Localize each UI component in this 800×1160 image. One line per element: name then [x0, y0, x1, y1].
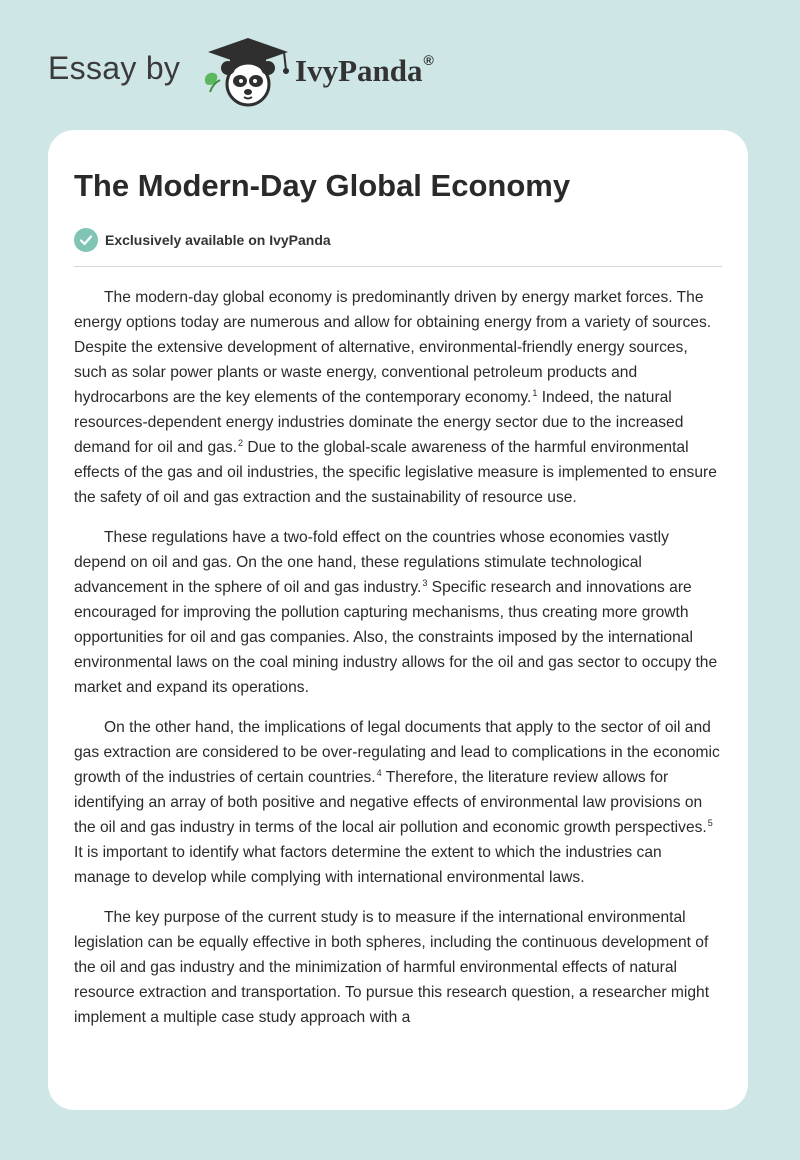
paragraph-text: Indeed, the natural resources-dependent energy industries dominate the energy sector due to the increased demand for oil and gas. [74, 389, 684, 456]
registered-mark: ® [423, 52, 434, 68]
paragraph-text: On the other hand, the implications of legal documents that apply to the sector of oil and gas extraction are considered to be over-regulating and lead to complications in the economic growth of the industries of certain countries. [74, 719, 720, 786]
paragraph-text: The key purpose of the current study is to measure if the international environmental legislation can be equally effective in both spheres, including the continuous development of the oil and gas industry and the minimization of harmful environmental effects of natural resource extraction and transportation. To pursue this research question, a researcher might implement a multiple case study approach with a [74, 909, 710, 1026]
footnote-marker[interactable]: 3 [422, 578, 428, 588]
check-circle-icon [74, 228, 98, 252]
exclusive-label: Exclusively available on IvyPanda [105, 232, 331, 248]
page-title: The Modern-Day Global Economy [74, 168, 571, 203]
paragraph-text: These regulations have a two-fold effect on the countries whose economies vastly depend on oil and gas. On the one hand, these regulations stimulate technological advancement in the sphere of oil and gas industry. [74, 529, 669, 596]
paragraph-text: It is important to identify what factors determine the extent to which the industries can manage to develop while complying with international environmental laws. [74, 844, 662, 886]
paragraph-text: Therefore, the literature review allows for identifying an array of both positive and negative effects of environmental law provisions on the oil and gas industry in terms of the local air pollution and economic growth perspectives. [74, 769, 707, 836]
essay-paragraph [74, 525, 722, 700]
footnote-marker[interactable]: 1 [532, 388, 538, 398]
exclusive-badge [74, 228, 722, 252]
brand-logo-text[interactable] [295, 52, 434, 89]
divider [74, 266, 722, 267]
site-header [0, 0, 800, 130]
panda-graduation-cap-icon[interactable] [200, 36, 295, 108]
paragraph-text: Due to the global-scale awareness of the harmful environmental effects of the gas and oil industries, the specific legislative measure is implemented to ensure the safety of oil and gas extraction and the sustainability of resource use. [74, 439, 717, 506]
essay-paragraph [74, 285, 722, 510]
essay-content [74, 285, 722, 1030]
essay-paragraph [74, 715, 722, 890]
essay-card [48, 130, 748, 1110]
footnote-marker[interactable]: 2 [237, 438, 243, 448]
brand-name: IvyPanda [295, 53, 423, 88]
essay-by-label: Essay by [48, 50, 181, 86]
footnote-marker[interactable]: 5 [707, 818, 713, 828]
footnote-marker[interactable]: 4 [376, 768, 382, 778]
paragraph-text: The modern-day global economy is predominantly driven by energy market forces. The energy options today are numerous and allow for obtaining energy from a variety of sources. Despite the extensive development of alternative, environmental-friendly energy sources, such as solar power plants or waste energy, conventional petroleum products and hydrocarbons are the key elements of the contemporary economy. [74, 289, 712, 406]
paragraph-text: Specific research and innovations are encouraged for improving the pollution capturing mechanisms, thus creating more growth opportunities for oil and gas companies. Also, the constraints imposed by the international environmental laws on the coal mining industry allows for the oil and gas sector to occupy the market and expand its operations. [74, 579, 718, 696]
essay-paragraph [74, 905, 722, 1030]
